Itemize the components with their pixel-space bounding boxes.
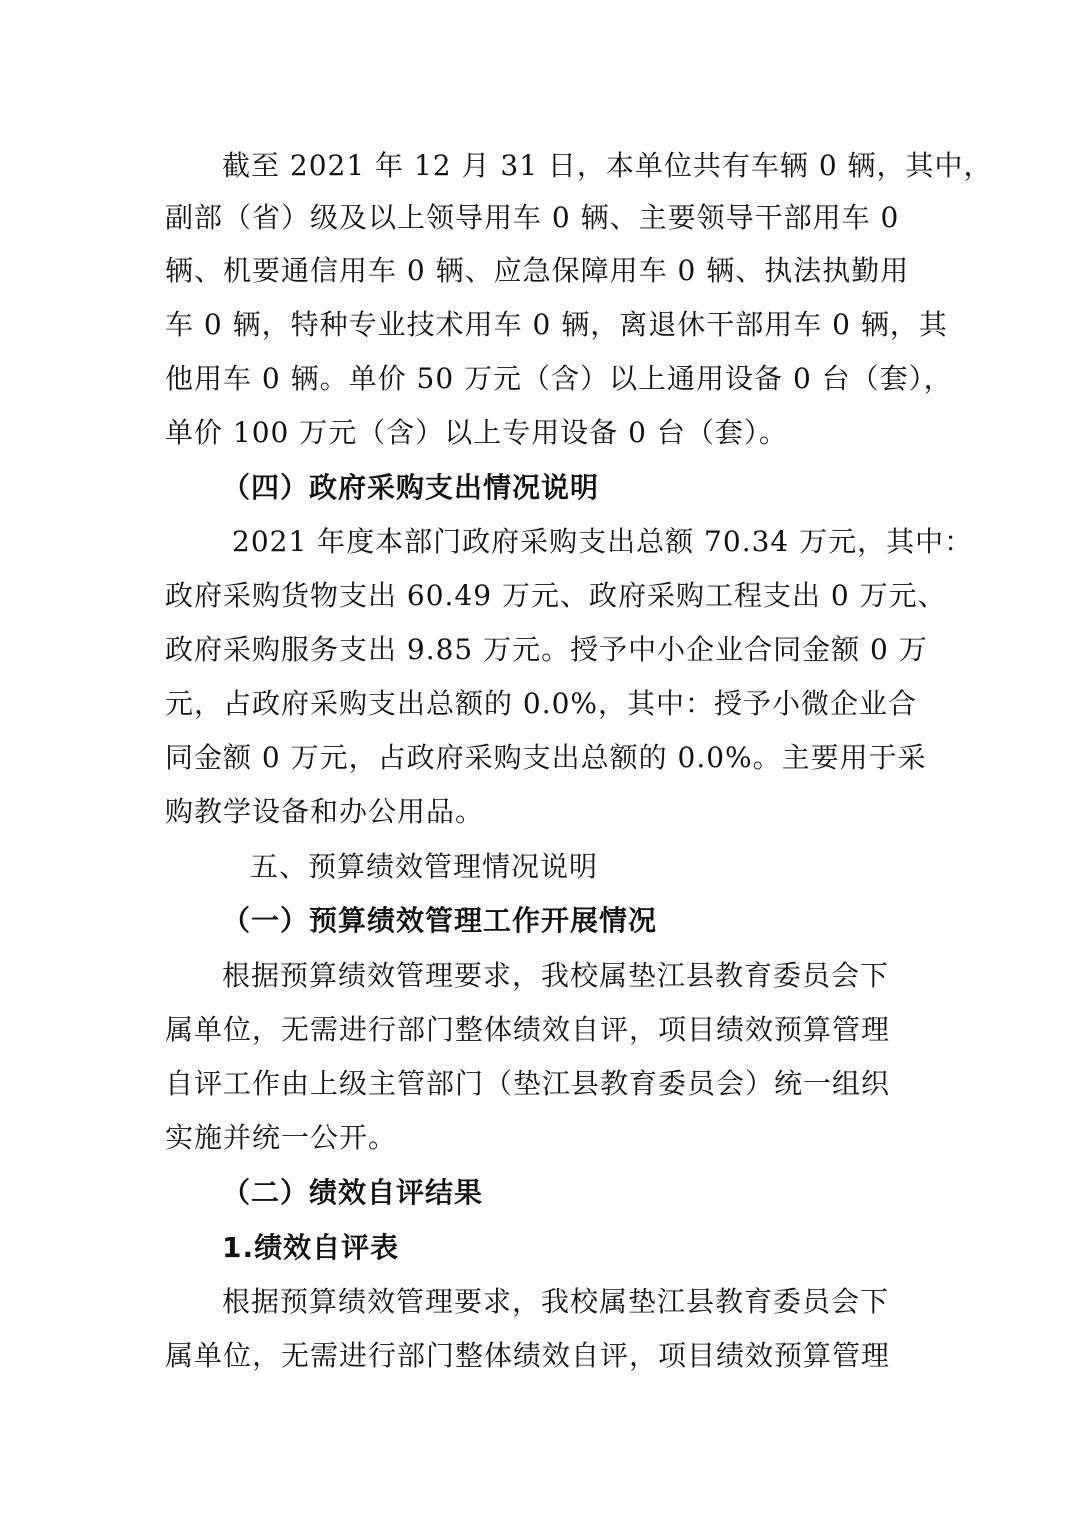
paragraph-performance-line-3: 自评工作由上级主管部门（垫江县教育委员会）统一组织 (165, 1067, 891, 1100)
paragraph-vehicles-line-6: 单价 100 万元（含）以上专用设备 0 台（套）。 (165, 416, 788, 449)
paragraph-self-evaluation-line-1: 根据预算绩效管理要求，我校属垫江县教育委员会下 (222, 1285, 890, 1318)
item-heading-self-evaluation-table: 1.绩效自评表 (222, 1231, 400, 1264)
paragraph-performance-line-1: 根据预算绩效管理要求，我校属垫江县教育委员会下 (222, 959, 890, 992)
paragraph-procurement-line-2: 政府采购货物支出 60.49 万元、政府采购工程支出 0 万元、 (165, 579, 947, 612)
paragraph-procurement-line-3: 政府采购服务支出 9.85 万元。授予中小企业合同金额 0 万 (165, 633, 928, 666)
paragraph-self-evaluation-line-2: 属单位，无需进行部门整体绩效自评，项目绩效预算管理 (165, 1339, 891, 1372)
section-heading-procurement: （四）政府采购支出情况说明 (222, 471, 600, 504)
subsection-heading-self-evaluation: （二）绩效自评结果 (222, 1176, 484, 1209)
paragraph-procurement-line-4: 元，占政府采购支出总额的 0.0%，其中：授予小微企业合 (165, 687, 918, 720)
paragraph-vehicles-line-3: 辆、机要通信用车 0 辆、应急保障用车 0 辆、执法执勤用 (165, 254, 910, 287)
paragraph-procurement-line-5: 同金额 0 万元，占政府采购支出总额的 0.0%。主要用于采 (165, 741, 927, 774)
paragraph-performance-line-4: 实施并统一公开。 (165, 1121, 398, 1154)
section-heading-performance: 五、预算绩效管理情况说明 (250, 850, 599, 883)
paragraph-vehicles-line-5: 他用车 0 辆。单价 50 万元（含）以上通用设备 0 台（套）， (165, 362, 953, 395)
subsection-heading-performance-work: （一）预算绩效管理工作开展情况 (222, 904, 658, 937)
paragraph-procurement-line-6: 购教学设备和办公用品。 (165, 795, 485, 828)
paragraph-vehicles-line-2: 副部（省）级及以上领导用车 0 辆、主要领导干部用车 0 (165, 201, 900, 234)
paragraph-procurement-line-1: 2021 年度本部门政府采购支出总额 70.34 万元，其中： (232, 525, 974, 558)
paragraph-performance-line-2: 属单位，无需进行部门整体绩效自评，项目绩效预算管理 (165, 1013, 891, 1046)
paragraph-vehicles-line-4: 车 0 辆，特种专业技术用车 0 辆，离退休干部用车 0 辆，其 (165, 308, 948, 341)
paragraph-vehicles-line-1: 截至 2021 年 12 月 31 日，本单位共有车辆 0 辆，其中， (222, 149, 993, 182)
